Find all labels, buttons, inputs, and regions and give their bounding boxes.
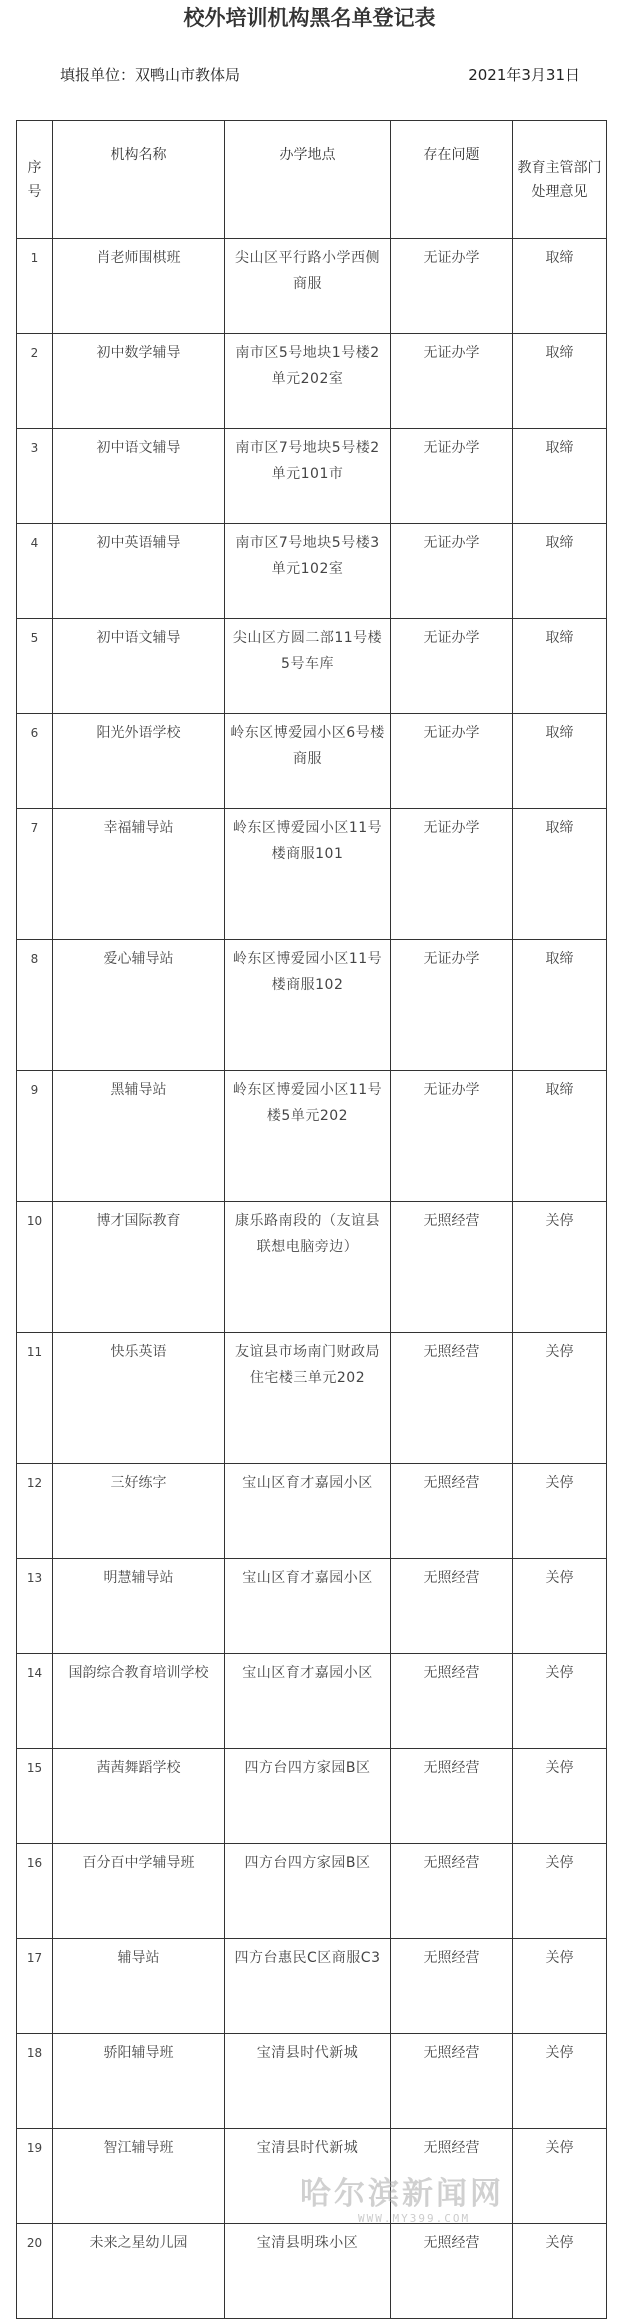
row-number: 7 (17, 809, 53, 940)
handling-decision: 关停 (513, 2224, 607, 2319)
issue-type: 无照经营 (391, 2129, 513, 2224)
table-row (17, 1654, 607, 1749)
institution-name: 初中语文辅导 (53, 619, 225, 714)
institution-address: 四方台惠民C区商服C3 (225, 1939, 391, 2034)
institution-address: 友谊县市场南门财政局住宅楼三单元202 (225, 1333, 391, 1464)
institution-name: 百分百中学辅导班 (53, 1844, 225, 1939)
table-row (17, 940, 607, 1071)
blacklist-table (16, 120, 607, 2319)
institution-name: 初中数学辅导 (53, 334, 225, 429)
handling-decision: 关停 (513, 1464, 607, 1559)
institution-address: 尖山区方圆二部11号楼5号车库 (225, 619, 391, 714)
institution-address: 四方台四方家园B区 (225, 1844, 391, 1939)
header-address: 办学地点 (225, 121, 391, 239)
row-number: 9 (17, 1071, 53, 1202)
table-row (17, 1333, 607, 1464)
handling-decision: 取缔 (513, 239, 607, 334)
institution-name: 快乐英语 (53, 1333, 225, 1464)
row-number: 16 (17, 1844, 53, 1939)
issue-type: 无证办学 (391, 714, 513, 809)
institution-address: 岭东区博爱园小区11号楼5单元202 (225, 1071, 391, 1202)
issue-type: 无照经营 (391, 1749, 513, 1844)
table-row (17, 1749, 607, 1844)
table-row (17, 2224, 607, 2319)
issue-type: 无照经营 (391, 1559, 513, 1654)
row-number: 2 (17, 334, 53, 429)
institution-name: 茜茜舞蹈学校 (53, 1749, 225, 1844)
row-number: 3 (17, 429, 53, 524)
handling-decision: 关停 (513, 2034, 607, 2129)
handling-decision: 关停 (513, 1333, 607, 1464)
row-number: 12 (17, 1464, 53, 1559)
table-row (17, 524, 607, 619)
issue-type: 无证办学 (391, 940, 513, 1071)
institution-name: 辅导站 (53, 1939, 225, 2034)
handling-decision: 关停 (513, 1939, 607, 2034)
issue-type: 无证办学 (391, 429, 513, 524)
issue-type: 无照经营 (391, 2034, 513, 2129)
issue-type: 无照经营 (391, 1464, 513, 1559)
institution-name: 三好练字 (53, 1464, 225, 1559)
table-row (17, 1071, 607, 1202)
institution-address: 宝山区育才嘉园小区 (225, 1464, 391, 1559)
institution-address: 岭东区博爱园小区11号楼商服101 (225, 809, 391, 940)
institution-address: 岭东区博爱园小区11号楼商服102 (225, 940, 391, 1071)
institution-name: 未来之星幼儿园 (53, 2224, 225, 2319)
table-row (17, 2129, 607, 2224)
handling-decision: 取缔 (513, 619, 607, 714)
table-row (17, 619, 607, 714)
handling-decision: 关停 (513, 1202, 607, 1333)
row-number: 10 (17, 1202, 53, 1333)
row-number: 5 (17, 619, 53, 714)
institution-address: 宝山区育才嘉园小区 (225, 1559, 391, 1654)
institution-name: 智江辅导班 (53, 2129, 225, 2224)
issue-type: 无照经营 (391, 1333, 513, 1464)
institution-address: 宝清县时代新城 (225, 2034, 391, 2129)
table-header-row (17, 121, 607, 239)
institution-address: 康乐路南段的（友谊县联想电脑旁边） (225, 1202, 391, 1333)
row-number: 13 (17, 1559, 53, 1654)
institution-name: 初中语文辅导 (53, 429, 225, 524)
row-number: 14 (17, 1654, 53, 1749)
handling-decision: 取缔 (513, 1071, 607, 1202)
institution-address: 宝山区育才嘉园小区 (225, 1654, 391, 1749)
page-title: 校外培训机构黑名单登记表 (183, 6, 436, 30)
institution-name: 国韵综合教育培训学校 (53, 1654, 225, 1749)
table-row (17, 1202, 607, 1333)
row-number: 1 (17, 239, 53, 334)
row-number: 17 (17, 1939, 53, 2034)
row-number: 20 (17, 2224, 53, 2319)
table-row (17, 1464, 607, 1559)
issue-type: 无照经营 (391, 2224, 513, 2319)
institution-address: 南市区7号地块5号楼2单元101市 (225, 429, 391, 524)
table-row (17, 239, 607, 334)
row-number: 6 (17, 714, 53, 809)
issue-type: 无证办学 (391, 239, 513, 334)
handling-decision: 取缔 (513, 809, 607, 940)
institution-name: 幸福辅导站 (53, 809, 225, 940)
issue-type: 无证办学 (391, 524, 513, 619)
watermark-url: WWW.MY399.COM (358, 2212, 471, 2225)
table-row (17, 429, 607, 524)
issue-type: 无照经营 (391, 1654, 513, 1749)
institution-name: 肖老师围棋班 (53, 239, 225, 334)
issue-type: 无证办学 (391, 809, 513, 940)
handling-decision: 取缔 (513, 524, 607, 619)
institution-name: 初中英语辅导 (53, 524, 225, 619)
row-number: 8 (17, 940, 53, 1071)
handling-decision: 关停 (513, 2129, 607, 2224)
institution-address: 岭东区博爱园小区6号楼商服 (225, 714, 391, 809)
table-row (17, 1559, 607, 1654)
issue-type: 无证办学 (391, 1071, 513, 1202)
handling-decision: 关停 (513, 1654, 607, 1749)
report-date: 2021年3月31日 (468, 66, 580, 84)
table-row (17, 2034, 607, 2129)
header-action: 教育主管部门处理意见 (513, 121, 607, 239)
handling-decision: 取缔 (513, 940, 607, 1071)
watermark-main: 哈尔滨新闻网 (300, 2176, 504, 2212)
row-number: 15 (17, 1749, 53, 1844)
handling-decision: 关停 (513, 1749, 607, 1844)
institution-address: 四方台四方家园B区 (225, 1749, 391, 1844)
institution-address: 尖山区平行路小学西侧商服 (225, 239, 391, 334)
table-row (17, 334, 607, 429)
row-number: 4 (17, 524, 53, 619)
reporting-unit: 填报单位：双鸭山市教体局 (60, 66, 241, 84)
row-number: 19 (17, 2129, 53, 2224)
issue-type: 无照经营 (391, 1202, 513, 1333)
institution-address: 宝清县明珠小区 (225, 2224, 391, 2319)
handling-decision: 取缔 (513, 429, 607, 524)
institution-name: 爱心辅导站 (53, 940, 225, 1071)
row-number: 11 (17, 1333, 53, 1464)
row-number: 18 (17, 2034, 53, 2129)
issue-type: 无照经营 (391, 1939, 513, 2034)
institution-address: 南市区5号地块1号楼2单元202室 (225, 334, 391, 429)
institution-name: 明慧辅导站 (53, 1559, 225, 1654)
issue-type: 无照经营 (391, 1844, 513, 1939)
header-no: 序号 (17, 121, 53, 239)
header-issue: 存在问题 (391, 121, 513, 239)
institution-address: 南市区7号地块5号楼3单元102室 (225, 524, 391, 619)
institution-name: 骄阳辅导班 (53, 2034, 225, 2129)
issue-type: 无证办学 (391, 334, 513, 429)
institution-address: 宝清县时代新城 (225, 2129, 391, 2224)
handling-decision: 关停 (513, 1844, 607, 1939)
report-meta (60, 62, 580, 88)
institution-name: 阳光外语学校 (53, 714, 225, 809)
table-row (17, 1939, 607, 2034)
handling-decision: 取缔 (513, 714, 607, 809)
institution-name: 博才国际教育 (53, 1202, 225, 1333)
institution-name: 黑辅导站 (53, 1071, 225, 1202)
handling-decision: 取缔 (513, 334, 607, 429)
handling-decision: 关停 (513, 1559, 607, 1654)
table-row (17, 1844, 607, 1939)
table-row (17, 809, 607, 940)
header-name: 机构名称 (53, 121, 225, 239)
table-row (17, 714, 607, 809)
issue-type: 无证办学 (391, 619, 513, 714)
